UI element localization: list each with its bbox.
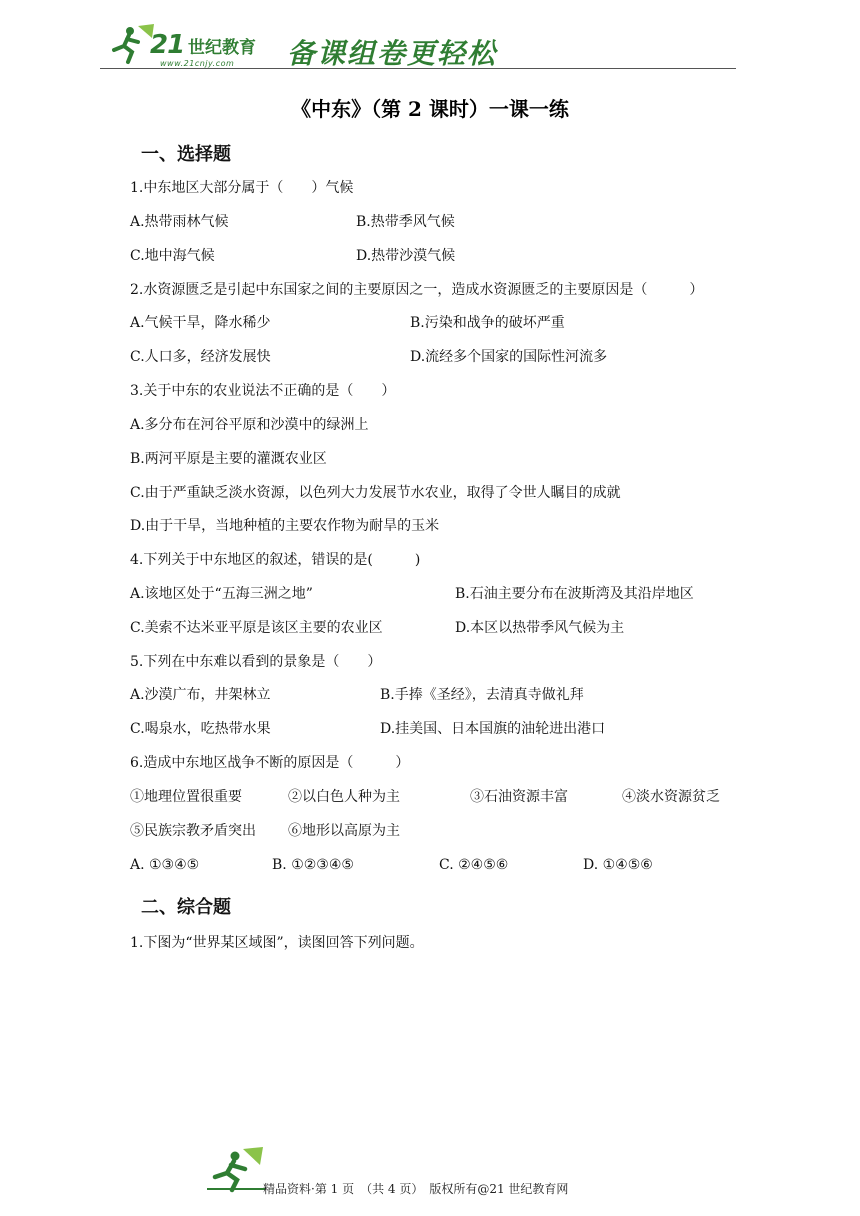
option-a: A.该地区处于“五海三洲之地” — [130, 586, 313, 602]
option-row — [130, 584, 694, 604]
option-b: B.两河平原是主要的灌溉农业区 — [130, 451, 327, 467]
option-row — [130, 483, 621, 503]
option-b: B. ①②③④⑤ — [272, 857, 354, 873]
option-row — [130, 212, 455, 232]
header-divider — [100, 68, 736, 69]
reason-item: ⑥地形以高原为主 — [288, 823, 400, 839]
section-heading-comprehensive: 二、综合题 — [141, 897, 231, 918]
option-c: C.美索不达米亚平原是该区主要的农业区 — [130, 620, 383, 636]
question-text: 3.关于中东的农业说法不正确的是（ ） — [130, 383, 396, 399]
option-d: D.流经多个国家的国际性河流多 — [410, 349, 608, 365]
header-slogan: 备课组卷更轻松 — [287, 37, 498, 70]
question-6 — [130, 753, 409, 773]
reason-row — [130, 821, 400, 841]
reason-row — [130, 787, 720, 807]
question-text: 1.中东地区大部分属于（ ）气候 — [130, 180, 354, 196]
option-d: D.由于干旱，当地种植的主要农作物为耐旱的玉米 — [130, 518, 440, 534]
option-b: B.石油主要分布在波斯湾及其沿岸地区 — [455, 586, 694, 602]
option-c: C. ②④⑤⑥ — [439, 857, 509, 873]
option-b: B.热带季风气候 — [356, 214, 455, 230]
option-d: D. ①④⑤⑥ — [583, 857, 653, 873]
question-text: 5.下列在中东难以看到的景象是（ ） — [130, 654, 382, 670]
reason-item: ④淡水资源贫乏 — [622, 789, 720, 805]
option-c: C.由于严重缺乏淡水资源，以色列大力发展节水农业，取得了令世人瞩目的成就 — [130, 485, 621, 501]
reason-item: ③石油资源丰富 — [470, 789, 568, 805]
question-text: 2.水资源匮乏是引起中东国家之间的主要原因之一，造成水资源匮乏的主要原因是（ ） — [130, 282, 704, 298]
option-c: C.人口多，经济发展快 — [130, 349, 271, 365]
option-row — [130, 855, 653, 875]
footer-runner-icon — [205, 1147, 267, 1193]
reason-item: ②以白色人种为主 — [288, 789, 400, 805]
option-c: C.地中海气候 — [130, 248, 215, 264]
option-d: D.本区以热带季风气候为主 — [455, 620, 625, 636]
option-a: A. ①③④⑤ — [130, 857, 200, 873]
option-a: A.多分布在河谷平原和沙漠中的绿洲上 — [130, 417, 369, 433]
option-d: D.热带沙漠气候 — [356, 248, 456, 264]
question-2 — [130, 280, 703, 300]
option-a: A.沙漠广布，井架林立 — [130, 687, 271, 703]
option-row — [130, 516, 439, 536]
document-title: 《中东》（第 2 课时）一课一练 — [291, 97, 569, 121]
option-b: B.手捧《圣经》，去清真寺做礼拜 — [380, 687, 584, 703]
option-row — [130, 449, 327, 469]
option-row — [130, 618, 625, 638]
question-text: 4.下列关于中东地区的叙述，错误的是( ) — [130, 552, 421, 568]
option-a: A.热带雨林气候 — [130, 214, 229, 230]
question-1 — [130, 178, 353, 198]
option-row — [130, 415, 369, 435]
logo-url: www.21cnjy.com — [160, 59, 235, 68]
option-a: A.气候干旱，降水稀少 — [130, 315, 271, 331]
option-row — [130, 347, 608, 367]
option-row — [130, 719, 606, 739]
option-row — [130, 313, 565, 333]
question-5 — [130, 652, 381, 672]
logo-text: 世纪教育 — [188, 38, 256, 58]
option-c: C.喝泉水，吃热带水果 — [130, 721, 271, 737]
question-text: 6.造成中东地区战争不断的原因是（ ） — [130, 755, 410, 771]
question-text: 1.下图为“世界某区域图”，读图回答下列问题。 — [130, 935, 424, 951]
option-row — [130, 246, 456, 266]
reason-item: ⑤民族宗教矛盾突出 — [130, 823, 256, 839]
question-3 — [130, 381, 395, 401]
footer-copyright: 精品资料·第 1 页 （共 4 页） 版权所有@21 世纪教育网 — [263, 1182, 569, 1196]
option-b: B.污染和战争的破坏严重 — [410, 315, 565, 331]
section-heading-choice: 一、选择题 — [141, 144, 231, 165]
question-4 — [130, 550, 420, 570]
reason-item: ①地理位置很重要 — [130, 789, 242, 805]
option-d: D.挂美国、日本国旗的油轮进出港口 — [380, 721, 606, 737]
option-row — [130, 685, 584, 705]
logo-number: 21 — [150, 30, 185, 60]
question-comprehensive-1 — [130, 933, 424, 953]
